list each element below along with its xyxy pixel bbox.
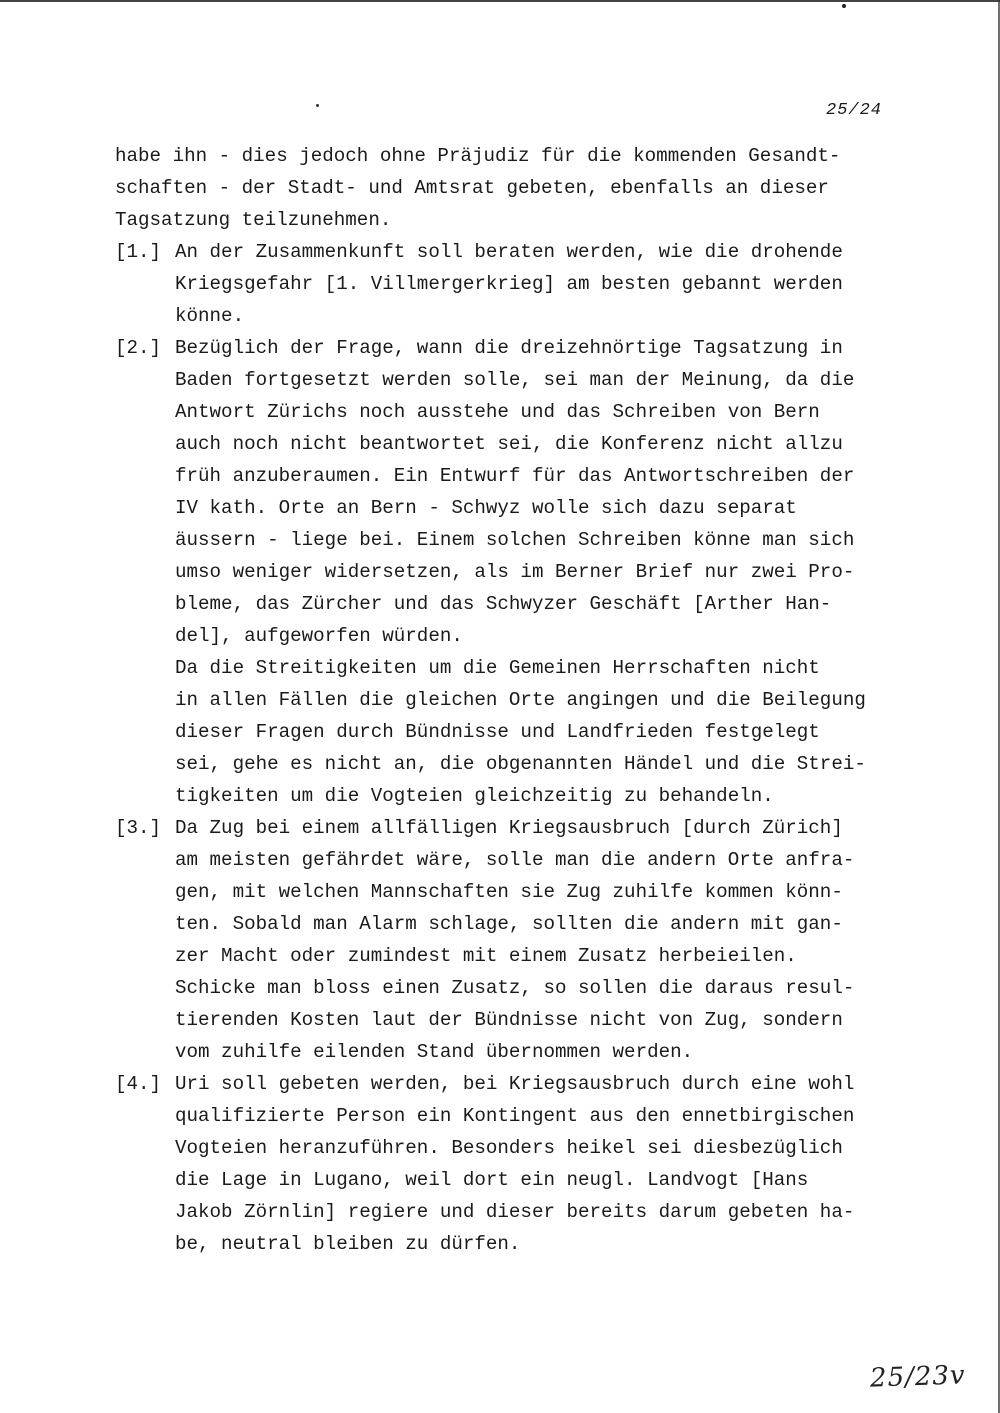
text-line — [115, 620, 905, 652]
paragraph-number: [4.] — [115, 1073, 162, 1095]
line-text: Bezüglich der Frage, wann die dreizehnörtige Tagsatzung in — [175, 337, 843, 359]
text-line — [115, 204, 905, 236]
line-text: ten. Sobald man Alarm schlage, sollten die andern mit gan- — [175, 913, 843, 935]
line-text: Uri soll gebeten werden, bei Kriegsausbruch durch eine wohl — [175, 1073, 855, 1095]
line-text: del], aufgeworfen würden. — [175, 625, 463, 647]
line-text: be, neutral bleiben zu dürfen. — [175, 1233, 521, 1255]
line-text: in allen Fällen die gleichen Orte angingen und die Beilegung — [175, 689, 866, 711]
numbered-paragraph-line — [115, 812, 905, 844]
text-line — [115, 684, 905, 716]
text-line — [115, 1196, 905, 1228]
line-text: tierenden Kosten laut der Bündnisse nicht von Zug, sondern — [175, 1009, 843, 1031]
text-line — [115, 716, 905, 748]
line-text: qualifizierte Person ein Kontingent aus den ennetbirgischen — [175, 1105, 855, 1127]
text-line — [115, 140, 905, 172]
line-text: Schicke man bloss einen Zusatz, so sollen die daraus resul- — [175, 977, 855, 999]
text-line — [115, 1100, 905, 1132]
line-text: vom zuhilfe eilenden Stand übernommen werden. — [175, 1041, 694, 1063]
text-line — [115, 396, 905, 428]
numbered-paragraph-line — [115, 332, 905, 364]
line-text: dieser Fragen durch Bündnisse und Landfrieden festgelegt — [175, 721, 820, 743]
line-text: Kriegsgefahr [1. Villmergerkrieg] am besten gebannt werden — [175, 273, 843, 295]
scan-speck — [842, 4, 846, 8]
text-line — [115, 588, 905, 620]
line-text: Da die Streitigkeiten um die Gemeinen Herrschaften nicht — [175, 657, 820, 679]
line-text: zer Macht oder zumindest mit einem Zusatz herbeieilen. — [175, 945, 797, 967]
text-line — [115, 844, 905, 876]
line-text: umso weniger widersetzen, als im Berner Brief nur zwei Pro- — [175, 561, 855, 583]
text-line — [115, 1036, 905, 1068]
line-text: IV kath. Orte an Bern - Schwyz wolle sich dazu separat — [175, 497, 797, 519]
paragraph-number: [2.] — [115, 337, 162, 359]
handwritten-folio-number: 25/23v — [869, 1360, 967, 1394]
text-line — [115, 556, 905, 588]
scan-speck — [316, 104, 319, 107]
line-text: die Lage in Lugano, weil dort ein neugl. Landvogt [Hans — [175, 1169, 809, 1191]
line-text: Antwort Zürichs noch ausstehe und das Schreiben von Bern — [175, 401, 820, 423]
line-text: äussern - liege bei. Einem solchen Schreiben könne man sich — [175, 529, 855, 551]
document-body — [115, 140, 905, 1260]
text-line — [115, 972, 905, 1004]
text-line — [115, 780, 905, 812]
text-line — [115, 940, 905, 972]
line-text: sei, gehe es nicht an, die obgenannten Händel und die Strei- — [175, 753, 866, 775]
line-text: Baden fortgesetzt werden solle, sei man der Meinung, da die — [175, 369, 855, 391]
line-text: früh anzuberaumen. Ein Entwurf für das Antwortschreiben der — [175, 465, 855, 487]
line-text: habe ihn - dies jedoch ohne Präjudiz für die kommenden Gesandt- — [115, 145, 841, 167]
text-line — [115, 652, 905, 684]
paragraph-number: [3.] — [115, 817, 162, 839]
page-number: 25/24 — [826, 101, 883, 120]
text-line — [115, 748, 905, 780]
line-text: gen, mit welchen Mannschaften sie Zug zuhilfe kommen könn- — [175, 881, 843, 903]
line-text: könne. — [175, 305, 245, 327]
text-line — [115, 1132, 905, 1164]
paragraph-number: [1.] — [115, 241, 162, 263]
numbered-paragraph-line — [115, 236, 905, 268]
line-text: schaften - der Stadt- und Amtsrat gebeten, ebenfalls an dieser — [115, 177, 829, 199]
line-text: Vogteien heranzuführen. Besonders heikel sei diesbezüglich — [175, 1137, 843, 1159]
text-line — [115, 1228, 905, 1260]
text-line — [115, 876, 905, 908]
line-text: Jakob Zörnlin] regiere und dieser bereits darum gebeten ha- — [175, 1201, 855, 1223]
text-line — [115, 300, 905, 332]
text-line — [115, 1004, 905, 1036]
text-line — [115, 1164, 905, 1196]
scan-border-top — [0, 0, 1000, 2]
line-text: Tagsatzung teilzunehmen. — [115, 209, 392, 231]
text-line — [115, 908, 905, 940]
text-line — [115, 492, 905, 524]
line-text: auch noch nicht beantwortet sei, die Konferenz nicht allzu — [175, 433, 843, 455]
text-line — [115, 364, 905, 396]
text-line — [115, 428, 905, 460]
line-text: tigkeiten um die Vogteien gleichzeitig zu behandeln. — [175, 785, 774, 807]
line-text: Da Zug bei einem allfälligen Kriegsausbruch [durch Zürich] — [175, 817, 843, 839]
text-line — [115, 268, 905, 300]
line-text: An der Zusammenkunft soll beraten werden, wie die drohende — [175, 241, 843, 263]
numbered-paragraph-line — [115, 1068, 905, 1100]
text-line — [115, 460, 905, 492]
text-line — [115, 524, 905, 556]
line-text: bleme, das Zürcher und das Schwyzer Geschäft [Arther Han- — [175, 593, 832, 615]
text-line — [115, 172, 905, 204]
line-text: am meisten gefährdet wäre, solle man die andern Orte anfra- — [175, 849, 855, 871]
